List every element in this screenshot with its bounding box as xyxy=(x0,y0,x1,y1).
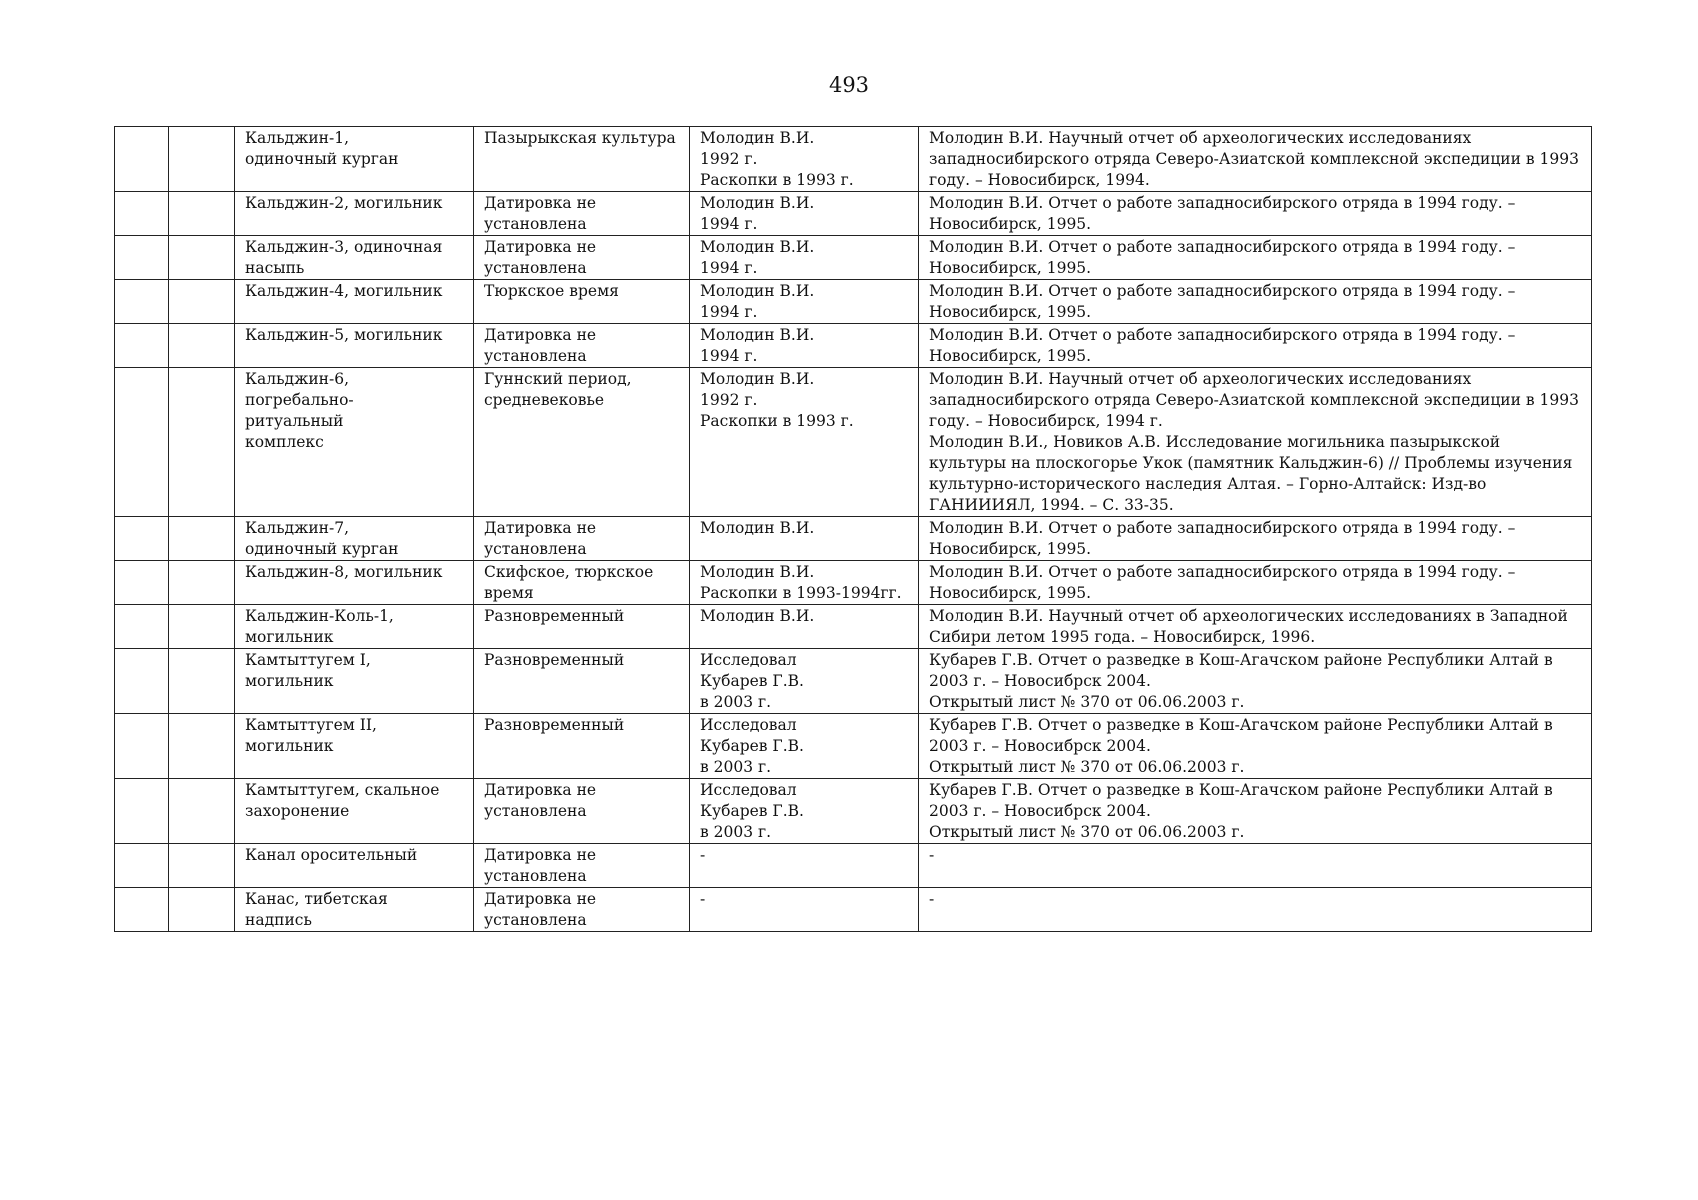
dating-cell: Датировка не установлена xyxy=(474,236,690,280)
table-row xyxy=(115,192,1592,236)
dating-cell: Датировка не установлена xyxy=(474,888,690,932)
page-number: 493 xyxy=(828,73,870,97)
researcher-cell: Исследовал Кубарев Г.В. в 2003 г. xyxy=(690,714,919,779)
site-name-cell: Кальджин-1, одиночный курган xyxy=(235,127,474,192)
dating-cell: Датировка не установлена xyxy=(474,192,690,236)
site-name-cell: Камтыттугем, скальное захоронение xyxy=(235,779,474,844)
empty-number-cell xyxy=(115,844,169,888)
table-row xyxy=(115,280,1592,324)
table-row xyxy=(115,888,1592,932)
sources-cell: Кубарев Г.В. Отчет о разведке в Кош-Агачском районе Республики Алтай в 2003 г. – Новосибрск 2004. Открытый лист № 370 от 06.06.2003 г. xyxy=(919,779,1592,844)
empty-number-cell xyxy=(115,649,169,714)
empty-number-cell xyxy=(115,605,169,649)
sites-table-body xyxy=(115,127,1592,932)
sites-table xyxy=(114,126,1592,932)
dating-cell: Гуннский период, средневековье xyxy=(474,368,690,517)
dating-cell: Разновременный xyxy=(474,605,690,649)
site-name-cell: Кальджин-Коль-1, могильник xyxy=(235,605,474,649)
empty-number-cell xyxy=(115,517,169,561)
researcher-cell: Молодин В.И. Раскопки в 1993-1994гг. xyxy=(690,561,919,605)
empty-code-cell xyxy=(169,236,235,280)
table-row xyxy=(115,605,1592,649)
empty-number-cell xyxy=(115,714,169,779)
empty-code-cell xyxy=(169,561,235,605)
dating-cell: Датировка не установлена xyxy=(474,779,690,844)
dating-cell: Тюркское время xyxy=(474,280,690,324)
researcher-cell: Молодин В.И. 1994 г. xyxy=(690,324,919,368)
empty-code-cell xyxy=(169,368,235,517)
empty-code-cell xyxy=(169,517,235,561)
site-name-cell: Кальджин-3, одиночная насыпь xyxy=(235,236,474,280)
researcher-cell: Исследовал Кубарев Г.В. в 2003 г. xyxy=(690,779,919,844)
site-name-cell: Камтыттугем I, могильник xyxy=(235,649,474,714)
empty-code-cell xyxy=(169,127,235,192)
dating-cell: Пазырыкская культура xyxy=(474,127,690,192)
site-name-cell: Кальджин-2, могильник xyxy=(235,192,474,236)
sources-cell: Молодин В.И. Научный отчет об археологических исследованиях в Западной Сибири летом 1995 года. – Новосибирск, 1996. xyxy=(919,605,1592,649)
researcher-cell: - xyxy=(690,888,919,932)
site-name-cell: Кальджин-8, могильник xyxy=(235,561,474,605)
table-row xyxy=(115,714,1592,779)
empty-number-cell xyxy=(115,192,169,236)
dating-cell: Датировка не установлена xyxy=(474,844,690,888)
empty-number-cell xyxy=(115,280,169,324)
sources-cell: Молодин В.И. Отчет о работе западносибирского отряда в 1994 году. – Новосибирск, 1995. xyxy=(919,280,1592,324)
table-row xyxy=(115,779,1592,844)
sources-cell: Молодин В.И. Научный отчет об археологических исследованиях западносибирского отряда Северо-Азиатской комплексной экспедиции в 1993 году. – Новосибирск, 1994 г. Молодин В.И., Новиков А.В. Исследование могильника пазырыкской культуры на плоскогорье Укок (памятник Кальджин-6) // Проблемы изучения культурно-исторического наследия Алтая. – Горно-Алтайск: Изд-во ГАНИИИЯЛ, 1994. – С. 33-35. xyxy=(919,368,1592,517)
sources-cell: Молодин В.И. Научный отчет об археологических исследованиях западносибирского отряда Северо-Азиатской комплексной экспедиции в 1993 году. – Новосибирск, 1994. xyxy=(919,127,1592,192)
researcher-cell: Молодин В.И. 1994 г. xyxy=(690,236,919,280)
researcher-cell: Молодин В.И. xyxy=(690,517,919,561)
empty-code-cell xyxy=(169,280,235,324)
site-name-cell: Кальджин-4, могильник xyxy=(235,280,474,324)
empty-number-cell xyxy=(115,888,169,932)
table-row xyxy=(115,649,1592,714)
sources-cell: Молодин В.И. Отчет о работе западносибирского отряда в 1994 году. – Новосибирск, 1995. xyxy=(919,517,1592,561)
researcher-cell: - xyxy=(690,844,919,888)
table-row xyxy=(115,127,1592,192)
empty-code-cell xyxy=(169,605,235,649)
researcher-cell: Молодин В.И. 1992 г. Раскопки в 1993 г. xyxy=(690,127,919,192)
site-name-cell: Кальджин-6, погребально- ритуальный комплекс xyxy=(235,368,474,517)
table-row xyxy=(115,368,1592,517)
empty-number-cell xyxy=(115,324,169,368)
empty-code-cell xyxy=(169,649,235,714)
researcher-cell: Молодин В.И. xyxy=(690,605,919,649)
researcher-cell: Молодин В.И. 1994 г. xyxy=(690,280,919,324)
site-name-cell: Кальджин-5, могильник xyxy=(235,324,474,368)
sources-cell: - xyxy=(919,888,1592,932)
researcher-cell: Молодин В.И. 1994 г. xyxy=(690,192,919,236)
sources-cell: - xyxy=(919,844,1592,888)
empty-number-cell xyxy=(115,561,169,605)
sources-cell: Кубарев Г.В. Отчет о разведке в Кош-Агачском районе Республики Алтай в 2003 г. – Новосибрск 2004. Открытый лист № 370 от 06.06.2003 г. xyxy=(919,714,1592,779)
empty-number-cell xyxy=(115,127,169,192)
empty-number-cell xyxy=(115,368,169,517)
empty-code-cell xyxy=(169,888,235,932)
sources-cell: Молодин В.И. Отчет о работе западносибирского отряда в 1994 году. – Новосибирск, 1995. xyxy=(919,561,1592,605)
sources-cell: Кубарев Г.В. Отчет о разведке в Кош-Агачском районе Республики Алтай в 2003 г. – Новосибрск 2004. Открытый лист № 370 от 06.06.2003 г. xyxy=(919,649,1592,714)
site-name-cell: Камтыттугем II, могильник xyxy=(235,714,474,779)
table-row xyxy=(115,844,1592,888)
empty-code-cell xyxy=(169,714,235,779)
dating-cell: Разновременный xyxy=(474,714,690,779)
sources-cell: Молодин В.И. Отчет о работе западносибирского отряда в 1994 году. – Новосибирск, 1995. xyxy=(919,192,1592,236)
table-row xyxy=(115,236,1592,280)
dating-cell: Датировка не установлена xyxy=(474,517,690,561)
dating-cell: Датировка не установлена xyxy=(474,324,690,368)
empty-code-cell xyxy=(169,324,235,368)
site-name-cell: Кальджин-7, одиночный курган xyxy=(235,517,474,561)
empty-code-cell xyxy=(169,779,235,844)
sources-cell: Молодин В.И. Отчет о работе западносибирского отряда в 1994 году. – Новосибирск, 1995. xyxy=(919,236,1592,280)
dating-cell: Скифское, тюркское время xyxy=(474,561,690,605)
table-row xyxy=(115,324,1592,368)
site-name-cell: Канал оросительный xyxy=(235,844,474,888)
table-row xyxy=(115,561,1592,605)
researcher-cell: Исследовал Кубарев Г.В. в 2003 г. xyxy=(690,649,919,714)
empty-number-cell xyxy=(115,779,169,844)
site-name-cell: Канас, тибетская надпись xyxy=(235,888,474,932)
empty-code-cell xyxy=(169,192,235,236)
dating-cell: Разновременный xyxy=(474,649,690,714)
empty-number-cell xyxy=(115,236,169,280)
table-row xyxy=(115,517,1592,561)
researcher-cell: Молодин В.И. 1992 г. Раскопки в 1993 г. xyxy=(690,368,919,517)
sources-cell: Молодин В.И. Отчет о работе западносибирского отряда в 1994 году. – Новосибирск, 1995. xyxy=(919,324,1592,368)
empty-code-cell xyxy=(169,844,235,888)
